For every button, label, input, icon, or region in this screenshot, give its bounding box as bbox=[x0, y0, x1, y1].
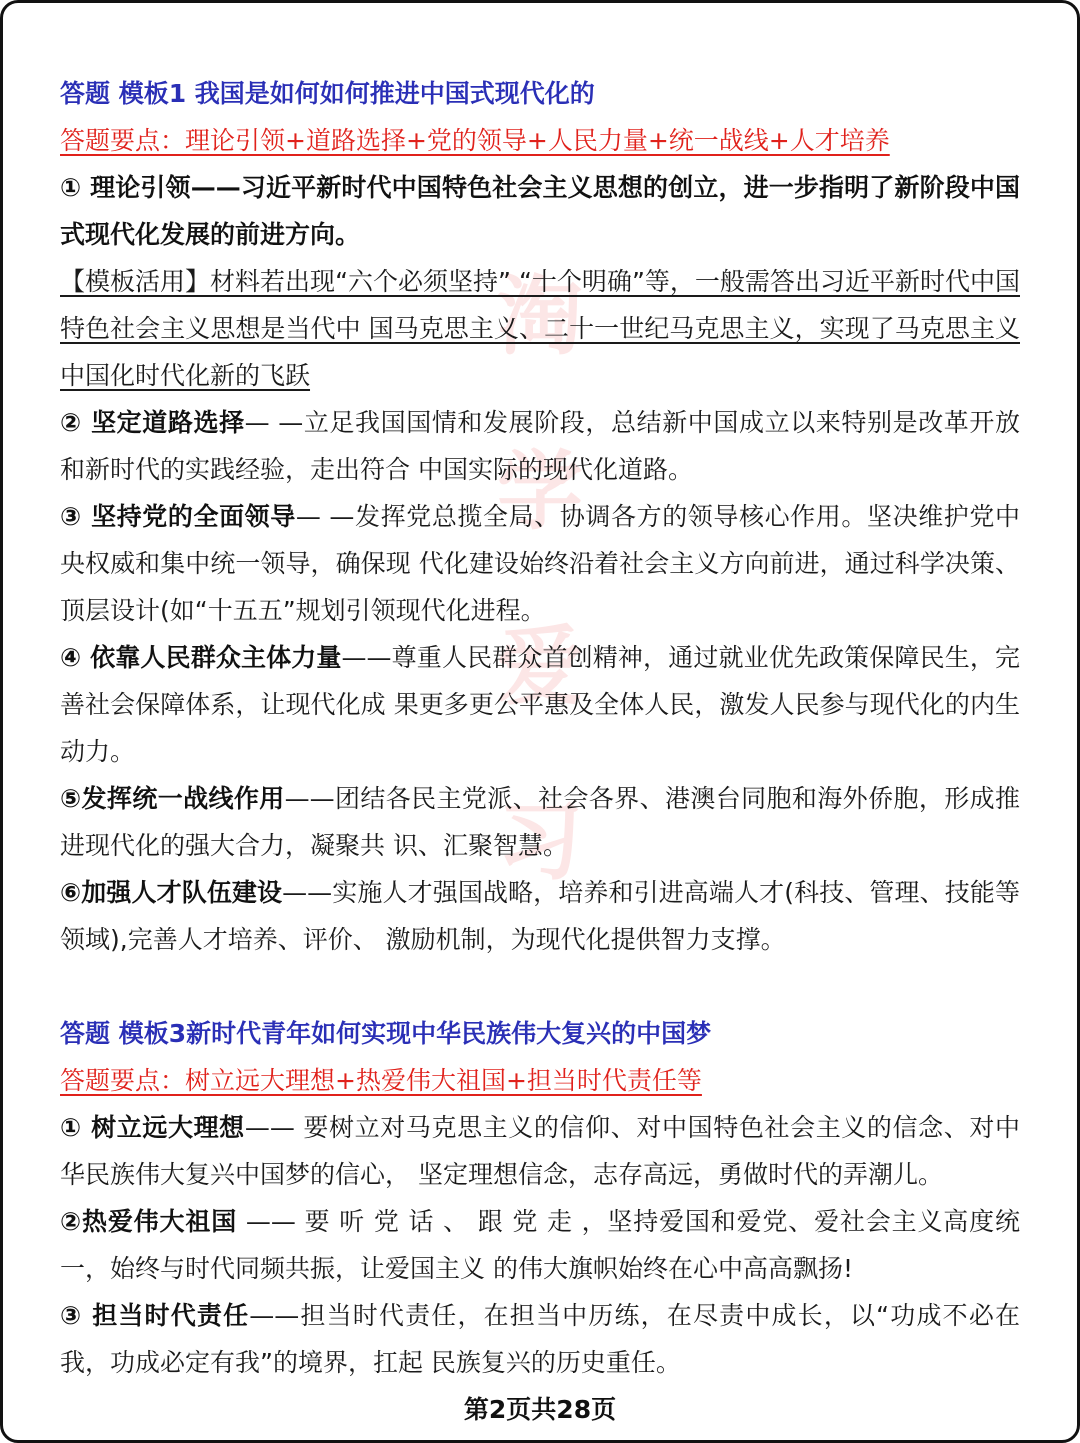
item-heading: ③ 担当时代责任 bbox=[60, 1301, 250, 1330]
template1-item-2 bbox=[60, 399, 1020, 493]
template1-item-1 bbox=[60, 164, 1020, 258]
item-text: — —发挥党总揽全局、协调各方的领导核心作用。坚决维护党中央权威和集中统一领导，确保现 代化建设始终沿着社会主义方向前进，通过科学决策、顶层设计(如“十五五”规划引领现代化进程。 bbox=[60, 502, 1021, 625]
page-number: 第2页共28页 bbox=[463, 1395, 617, 1424]
document-body bbox=[60, 70, 1020, 1386]
section-spacer bbox=[60, 963, 1020, 1010]
item-text: ——担当时代责任，在担当中历练，在尽责中成长，以“功成不必在我，功成必定有我”的境界，扛起 民族复兴的历史重任。 bbox=[60, 1301, 1020, 1377]
template1-item-4 bbox=[60, 634, 1020, 775]
item-heading: ④ 依靠人民群众主体力量 bbox=[60, 643, 342, 672]
watermark-char: 学 bbox=[497, 442, 583, 542]
template1-item-3 bbox=[60, 493, 1020, 634]
template3-item-2 bbox=[60, 1198, 1020, 1292]
item-heading: ⑥加强人才队伍建设 bbox=[60, 878, 283, 907]
item-text: —— 要 听 党 话 、 跟 党 走 ，坚持爱国和爱党、爱社会主义高度统一，始终与时代同频共振，让爱国主义 的伟大旗帜始终在心中高高飘扬! bbox=[60, 1207, 1020, 1283]
watermark-char: 淘 bbox=[497, 267, 583, 367]
item-heading: ① 理论引领—— bbox=[60, 173, 241, 202]
item-heading: ②热爱伟大祖国 bbox=[60, 1207, 238, 1236]
item-text: ——尊重人民群众首创精神，通过就业优先政策保障民生，完善社会保障体系，让现代化成 果更多更公平惠及全体人民，激发人民参与现代化的内生动力。 bbox=[60, 643, 1020, 766]
item-heading: ① 树立远大理想 bbox=[60, 1113, 245, 1142]
item-text: — —立足我国国情和发展阶段，总结新中国成立以来特别是改革开放和新时代的实践经验，走出符合 中国实际的现代化道路。 bbox=[60, 408, 1020, 484]
item-text: ——团结各民主党派、社会各界、港澳台同胞和海外侨胞，形成推进现代化的强大合力，凝聚共 识、汇聚智慧。 bbox=[60, 784, 1020, 860]
template3-title: 答题 模板3新时代青年如何实现中华民族伟大复兴的中国梦 bbox=[60, 1019, 712, 1048]
template1-item-5 bbox=[60, 775, 1020, 869]
item-text: ——实施人才强国战略，培养和引进高端人才(科技、管理、技能等领域),完善人才培养、评价、 激励机制，为现代化提供智力支撑。 bbox=[60, 878, 1020, 954]
template1-title: 答题 模板1 我国是如何如何推进中国式现代化的 bbox=[60, 79, 595, 108]
item-text: —— 要树立对马克思主义的信仰、对中国特色社会主义的信念、对中华民族伟大复兴中国梦的信心， 坚定理想信念，志存高远，勇做时代的弄潮儿。 bbox=[60, 1113, 1021, 1189]
template1-application-note: 【模板活用】材料若出现“六个必须坚持” “十个明确”等，一般需答出习近平新时代中国特色社会主义思想是当代中 国马克思主义、二十一世纪马克思主义，实现了马克思主义中国化时代化新的飞跃 bbox=[60, 267, 1020, 390]
item-heading: ③ 坚持党的全面领导 bbox=[60, 502, 296, 531]
item-heading: ⑤发挥统一战线作用 bbox=[60, 784, 285, 813]
watermark-char: 爱 bbox=[497, 617, 583, 717]
watermark-char: 习 bbox=[497, 792, 583, 892]
template3-item-1 bbox=[60, 1104, 1020, 1198]
template3-item-3 bbox=[60, 1292, 1020, 1386]
item-heading: ② 坚定道路选择 bbox=[60, 408, 245, 437]
template1-key-points: 答题要点：理论引领+道路选择+党的领导+人民力量+统一战线+人才培养 bbox=[60, 126, 890, 155]
template1-item-6 bbox=[60, 869, 1020, 963]
item-text: 习近平新时代中国特色社会主义思想的创立，进一步指明了新阶段中国式现代化发展的前进方向。 bbox=[60, 173, 1020, 249]
template3-key-points: 答题要点：树立远大理想+热爱伟大祖国+担当时代责任等 bbox=[60, 1066, 702, 1095]
